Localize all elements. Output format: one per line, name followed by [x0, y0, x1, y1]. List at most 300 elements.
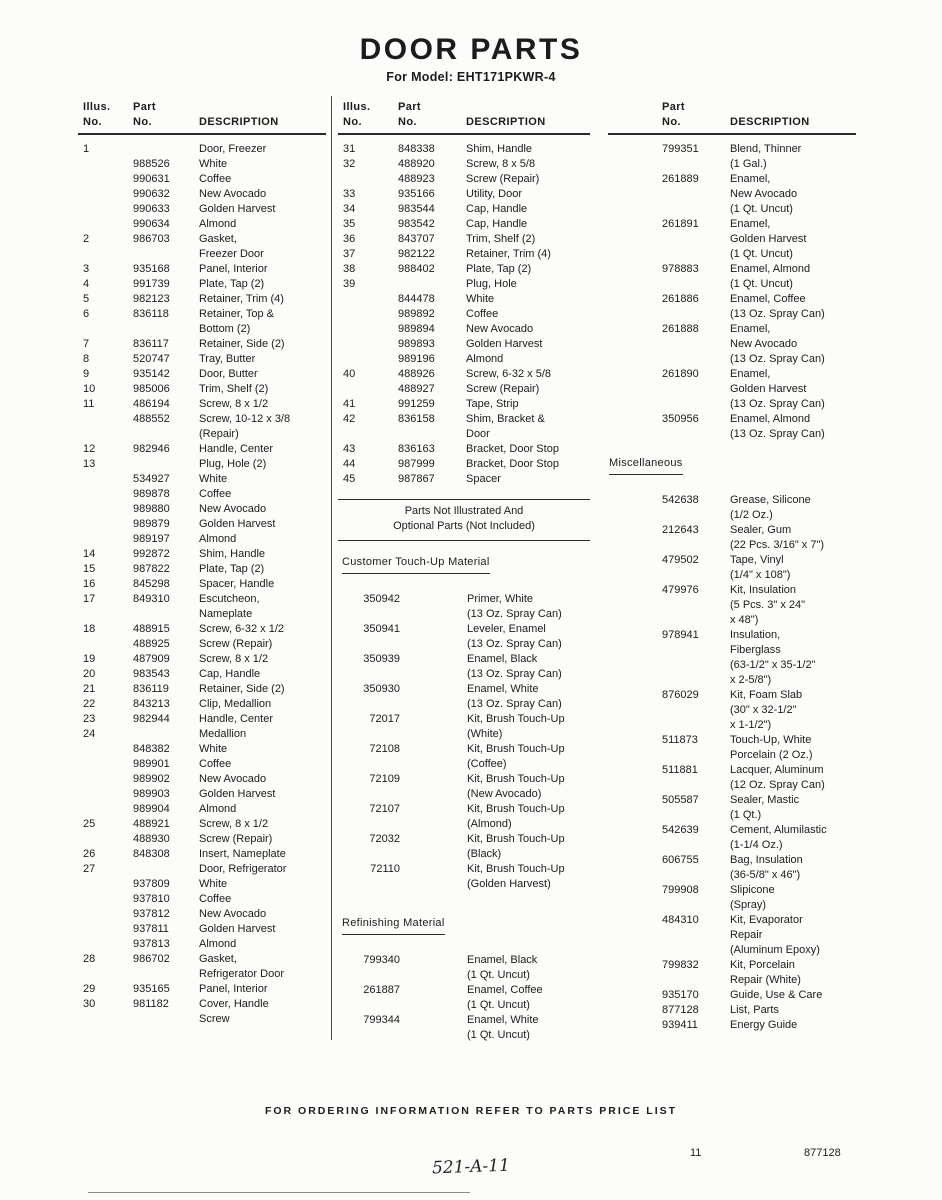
illus-no: 5 [83, 293, 90, 305]
description: Enamel, Almond [730, 263, 811, 275]
part-no: 488921 [133, 818, 170, 830]
description: Screw, 8 x 5/8 [466, 158, 536, 170]
part-no: 978941 [662, 629, 699, 641]
description: New Avocado [466, 323, 534, 335]
part-no: 989901 [133, 758, 170, 770]
table-row [608, 538, 856, 553]
illus-no: 31 [343, 143, 356, 155]
table-row [338, 772, 590, 787]
part-no [608, 508, 730, 523]
table-row [338, 953, 590, 968]
table-row [338, 412, 590, 427]
table-row [608, 838, 856, 853]
table-row [608, 718, 856, 733]
table-row [338, 862, 590, 877]
description: Screw, 8 x 1/2 [199, 818, 269, 830]
header-line: DESCRIPTION [466, 116, 546, 128]
description: (Coffee) [467, 758, 507, 770]
table-row [338, 202, 590, 217]
part-no: 987822 [133, 563, 170, 575]
illus-no: 9 [83, 368, 90, 380]
table-row [608, 988, 856, 1003]
illus-no [78, 187, 133, 202]
part-no: 487909 [133, 653, 170, 665]
illus-no: 2 [83, 233, 90, 245]
model-subtitle: For Model: EHT171PKWR-4 [386, 70, 556, 84]
illus-no [78, 502, 133, 517]
table-row [338, 262, 590, 277]
description: Slipicone [730, 884, 775, 896]
part-no: 937813 [133, 938, 170, 950]
table-row [78, 922, 326, 937]
part-no: 488923 [398, 173, 435, 185]
description: White [199, 158, 228, 170]
part-no: 989878 [133, 488, 170, 500]
description: Almond [199, 803, 237, 815]
table-row [608, 232, 856, 247]
table-row [608, 412, 856, 427]
part-no [608, 337, 730, 352]
description: Primer, White [467, 593, 534, 605]
part-no: 511873 [662, 734, 698, 746]
part-no-header [608, 100, 730, 130]
table-row [78, 397, 326, 412]
part-no: 72032 [369, 833, 400, 845]
table-row [78, 217, 326, 232]
description: Gasket, [199, 233, 237, 245]
table-row [338, 1013, 590, 1028]
table-row [608, 292, 856, 307]
part-no: 836158 [398, 413, 435, 425]
illus-no: 22 [83, 698, 96, 710]
table-row [608, 868, 856, 883]
table-row [608, 763, 856, 778]
part-no [608, 808, 730, 823]
part-no: 989197 [133, 533, 170, 545]
illus-no: 11 [83, 398, 95, 410]
illus-no: 26 [83, 848, 96, 860]
table-row [338, 983, 590, 998]
table-row [608, 142, 856, 157]
description: Door, Refrigerator [199, 863, 287, 875]
part-no [338, 877, 400, 892]
table-row [338, 667, 590, 682]
illus-no [338, 292, 398, 307]
description: Panel, Interior [199, 983, 268, 995]
part-no [608, 427, 730, 442]
table-row [338, 1028, 590, 1043]
description: Enamel, Coffee [730, 293, 806, 305]
part-no: 935165 [133, 983, 170, 995]
part-no: 987999 [398, 458, 435, 470]
table-row [78, 187, 326, 202]
illus-no: 43 [343, 443, 356, 455]
part-no-header [398, 100, 466, 130]
part-no: 937809 [133, 878, 170, 890]
table-row [608, 307, 856, 322]
table-row [608, 598, 856, 613]
table-row [78, 637, 326, 652]
part-no: 261891 [662, 218, 699, 230]
illus-no [78, 832, 133, 847]
table-row [608, 928, 856, 943]
illus-no: 13 [83, 458, 96, 470]
table-row [338, 727, 590, 742]
table-row [608, 262, 856, 277]
part-no: 939411 [662, 1019, 698, 1031]
table-row [78, 472, 326, 487]
part-no: 836119 [133, 683, 169, 695]
part-no [608, 778, 730, 793]
header-line: DESCRIPTION [730, 116, 810, 128]
table-row [78, 967, 326, 982]
description: Grease, Silicone [730, 494, 811, 506]
description: Golden Harvest [199, 923, 276, 935]
table-row [608, 958, 856, 973]
description: Porcelain (2 Oz.) [730, 749, 813, 761]
part-no [608, 868, 730, 883]
part-no [133, 607, 199, 622]
parts-column-3 [608, 96, 856, 1033]
description: Fiberglass [730, 644, 781, 656]
part-no: 350941 [363, 623, 400, 635]
description: Spacer, Handle [199, 578, 275, 590]
table-row [78, 727, 326, 742]
part-no: 989894 [398, 323, 435, 335]
illus-no [78, 172, 133, 187]
description: Enamel, Black [467, 653, 538, 665]
table-row [608, 367, 856, 382]
description: Retainer, Trim (4) [466, 248, 551, 260]
description: (63-1/2" x 35-1/2" [730, 659, 816, 671]
description: Enamel, Black [467, 954, 538, 966]
part-no: 937812 [133, 908, 170, 920]
description: (1-1/4 Oz.) [730, 839, 783, 851]
description: (13 Oz. Spray Can) [467, 608, 562, 620]
part-no: 799908 [662, 884, 699, 896]
part-no: 488915 [133, 623, 170, 635]
description: Golden Harvest [199, 788, 276, 800]
table-row [78, 337, 326, 352]
table-row [78, 832, 326, 847]
description: Screw (Repair) [466, 173, 540, 185]
illus-no: 17 [83, 593, 96, 605]
part-no [608, 898, 730, 913]
table-row [608, 508, 856, 523]
parts-rows [608, 142, 856, 442]
part-no: 799344 [363, 1014, 400, 1026]
note-line: Optional Parts (Not Included) [393, 520, 535, 532]
part-no: 542639 [662, 824, 699, 836]
part-no: 843213 [133, 698, 170, 710]
description: White [199, 878, 228, 890]
description: Coffee [199, 893, 232, 905]
part-no: 542638 [662, 494, 699, 506]
description: Repair [730, 929, 763, 941]
description: Screw, 8 x 1/2 [199, 653, 269, 665]
part-no [338, 968, 400, 983]
part-no [338, 817, 400, 832]
part-no: 989880 [133, 503, 170, 515]
table-row [608, 427, 856, 442]
ordering-info-note: FOR ORDERING INFORMATION REFER TO PARTS PRICE LIST [264, 1105, 678, 1117]
part-no: 981182 [133, 998, 169, 1010]
description-header [730, 115, 856, 130]
illus-no [338, 307, 398, 322]
table-row [338, 742, 590, 757]
illus-no: 16 [83, 578, 96, 590]
illus-no: 7 [83, 338, 90, 350]
table-row [78, 997, 326, 1012]
illus-no: 27 [83, 863, 96, 875]
description: (1 Qt. Uncut) [467, 969, 530, 981]
description: Retainer, Top & [199, 308, 275, 320]
table-row [78, 547, 326, 562]
description: Screw, 8 x 1/2 [199, 398, 269, 410]
illus-no: 18 [83, 623, 96, 635]
description: (13 Oz. Spray Can) [730, 428, 825, 440]
part-no: 978883 [662, 263, 699, 275]
description: Trim, Shelf (2) [466, 233, 536, 245]
table-row [78, 232, 326, 247]
description: Blend, Thinner [730, 143, 802, 155]
illus-no [78, 937, 133, 952]
table-row [78, 292, 326, 307]
illus-no [78, 217, 133, 232]
table-row [608, 808, 856, 823]
table-row [608, 973, 856, 988]
description: Screw, 10-12 x 3/8 [199, 413, 291, 425]
header-line: Illus. [343, 101, 371, 113]
table-row [338, 877, 590, 892]
table-row [78, 982, 326, 997]
table-row [78, 712, 326, 727]
table-row [338, 998, 590, 1013]
description-header [466, 115, 590, 130]
table-row [338, 847, 590, 862]
part-no [608, 613, 730, 628]
table-row [338, 142, 590, 157]
page-title: DOOR PARTS [359, 33, 583, 66]
description: Door, Butter [199, 368, 258, 380]
description: Plug, Hole (2) [199, 458, 267, 470]
description: (22 Pcs. 3/16" x 7") [730, 539, 825, 551]
description: Tape, Strip [466, 398, 519, 410]
header-line: Part [398, 101, 421, 113]
description: Guide, Use & Care [730, 989, 823, 1001]
illus-no [78, 787, 133, 802]
table-row [78, 892, 326, 907]
part-no: 985006 [133, 383, 170, 395]
table-row [608, 748, 856, 763]
part-no [608, 568, 730, 583]
description: New Avocado [730, 338, 798, 350]
illus-no: 36 [343, 233, 356, 245]
table-row [78, 202, 326, 217]
description: (1 Qt. Uncut) [467, 1029, 530, 1041]
description: Bracket, Door Stop [466, 443, 559, 455]
description: Door [466, 428, 490, 440]
part-no [133, 967, 199, 982]
part-no: 937811 [133, 923, 169, 935]
description: Screw, 6-32 x 1/2 [199, 623, 284, 635]
illus-no: 33 [343, 188, 356, 200]
table-row [608, 898, 856, 913]
illus-no: 42 [343, 413, 356, 425]
part-no: 848382 [133, 743, 170, 755]
part-no [608, 538, 730, 553]
description: Almond [199, 218, 237, 230]
part-no [133, 862, 199, 877]
description: (30" x 32-1/2" [730, 704, 797, 716]
table-row [608, 778, 856, 793]
description: Cap, Handle [466, 203, 528, 215]
table-header [338, 96, 590, 135]
table-row [608, 172, 856, 187]
table-row [338, 307, 590, 322]
table-row [338, 292, 590, 307]
table-row [608, 568, 856, 583]
illus-no: 1 [83, 143, 90, 155]
part-no: 488552 [133, 413, 170, 425]
description: Repair (White) [730, 974, 801, 986]
illus-no: 25 [83, 818, 96, 830]
description: (13 Oz. Spray Can) [730, 398, 825, 410]
illus-no: 23 [83, 713, 96, 725]
description: (1 Qt. Uncut) [730, 248, 793, 260]
table-row [338, 712, 590, 727]
description: Tape, Vinyl [730, 554, 784, 566]
description: Cap, Handle [199, 668, 261, 680]
part-no: 988526 [133, 158, 170, 170]
description: Sealer, Mastic [730, 794, 800, 806]
table-row [608, 823, 856, 838]
table-row [608, 853, 856, 868]
description: Bracket, Door Stop [466, 458, 559, 470]
description: Medallion [199, 728, 247, 740]
illus-no [78, 487, 133, 502]
part-no: 799351 [662, 143, 699, 155]
column-divider-rule [331, 96, 332, 1040]
description: Shim, Handle [466, 143, 533, 155]
header-line: No. [343, 116, 362, 128]
table-row [608, 352, 856, 367]
part-no: 505587 [662, 794, 699, 806]
description: Plate, Tap (2) [199, 563, 265, 575]
part-no [608, 397, 730, 412]
table-row [78, 487, 326, 502]
part-no [608, 247, 730, 262]
description: Screw [199, 1013, 230, 1025]
illus-no [78, 427, 133, 442]
illus-no [78, 742, 133, 757]
part-no [608, 598, 730, 613]
table-row [338, 172, 590, 187]
part-no: 261890 [662, 368, 699, 380]
part-no [608, 277, 730, 292]
part-no: 843707 [398, 233, 435, 245]
description: Golden Harvest [199, 203, 276, 215]
part-no: 534927 [133, 473, 170, 485]
part-no: 479976 [662, 584, 699, 596]
part-no: 935170 [662, 989, 699, 1001]
description: Spacer [466, 473, 501, 485]
table-row [608, 943, 856, 958]
part-no: 983544 [398, 203, 435, 215]
description: Golden Harvest [730, 383, 807, 395]
part-no: 72107 [369, 803, 400, 815]
description: Golden Harvest [199, 518, 276, 530]
part-no: 989879 [133, 518, 170, 530]
description: Enamel, Almond [730, 413, 811, 425]
part-no: 836118 [133, 308, 169, 320]
table-row [608, 883, 856, 898]
table-row [338, 697, 590, 712]
description: Coffee [466, 308, 499, 320]
table-row [78, 742, 326, 757]
description: (1 Qt. Uncut) [467, 999, 530, 1011]
illus-no: 24 [83, 728, 96, 740]
table-row [608, 553, 856, 568]
description: Panel, Interior [199, 263, 268, 275]
description: Handle, Center [199, 713, 273, 725]
illus-no: 20 [83, 668, 96, 680]
illus-no: 29 [83, 983, 96, 995]
table-row [338, 607, 590, 622]
table-row [338, 367, 590, 382]
part-no [608, 943, 730, 958]
description: Enamel, [730, 218, 771, 230]
refinishing-rows [338, 953, 590, 1043]
table-row [338, 232, 590, 247]
description: (Aluminum Epoxy) [730, 944, 820, 956]
description: Cement, Alumilastic [730, 824, 827, 836]
description: (1 Qt. Uncut) [730, 203, 793, 215]
table-row [338, 322, 590, 337]
part-no [608, 187, 730, 202]
part-no: 848308 [133, 848, 170, 860]
table-row [608, 493, 856, 508]
table-row [78, 382, 326, 397]
table-row [608, 322, 856, 337]
description: Coffee [199, 173, 232, 185]
description: (1 Qt. Uncut) [730, 278, 793, 290]
part-no: 991259 [398, 398, 435, 410]
description: Insert, Nameplate [199, 848, 286, 860]
part-no: 989196 [398, 353, 435, 365]
description: Coffee [199, 758, 232, 770]
part-no: 848338 [398, 143, 435, 155]
part-no: 350942 [363, 593, 400, 605]
parts-column-2 [338, 96, 590, 1043]
table-row [78, 607, 326, 622]
description: (1 Qt.) [730, 809, 762, 821]
description: (1/4" x 108") [730, 569, 791, 581]
part-no [398, 427, 466, 442]
table-row [338, 337, 590, 352]
table-row [608, 1018, 856, 1033]
illus-no [78, 757, 133, 772]
part-no: 845298 [133, 578, 170, 590]
description: Refrigerator Door [199, 968, 284, 980]
part-no: 982946 [133, 443, 170, 455]
part-no: 991739 [133, 278, 170, 290]
table-row [608, 187, 856, 202]
description: Screw (Repair) [466, 383, 540, 395]
part-no [133, 1012, 199, 1027]
touchup-section [338, 555, 590, 574]
part-no: 992872 [133, 548, 170, 560]
